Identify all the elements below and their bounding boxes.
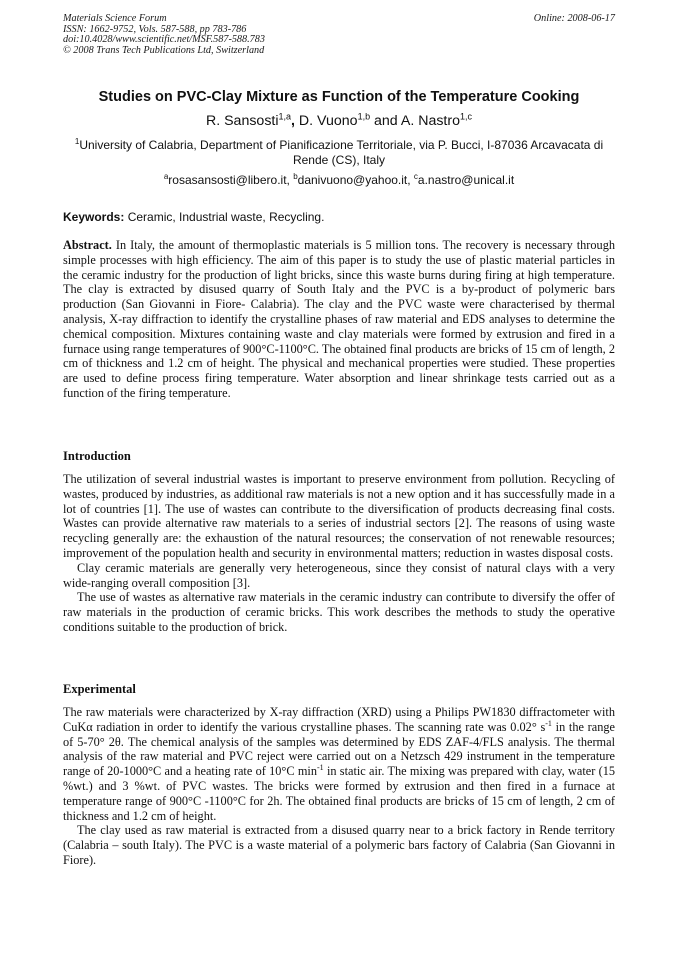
abstract-label: Abstract. — [63, 238, 112, 252]
email-link[interactable]: danivuono@yahoo.it, — [297, 173, 414, 187]
paragraph-text: in the range of 5-70° 2θ. The chemical analysis of the samples was determined by EDS ZAF-4/FLS analysis. The thermal analysis of the raw material and PVC reject were carried out on a Netzsch 429 instrument in the temperature range of 20-1000°C and a heating rate of 10°C min — [63, 719, 615, 779]
email-mark: c — [413, 172, 418, 181]
journal-issn: ISSN: 1662-9752, Vols. 587-588, pp 783-786 — [63, 23, 247, 35]
paragraph-text: in static air. The mixing was prepared with clay, water (15 %wt.) and 3 %wt. of PVC wastes. The bricks were formed by extrusion and then fired in a furnace at temperature range of 900°C -1100°C for 2h. The obtained final products are bricks of 15 cm of length, 2 cm of thickness and 1.2 cm of height. — [63, 764, 615, 823]
author-affiliation-mark: 1,b — [357, 111, 371, 122]
abstract-text: In Italy, the amount of thermoplastic materials is 5 million tons. The recovery is necessary through simple processes with high efficiency. The aim of this paper is to study the use of plastic material particles in the ceramic industry for the production of light bricks, since this waste burns during firing at high temperature. The clay is extracted by disused quarry of South Italy and the PVC is a by-product of polymeric bars production (San Giovanni in Fiore- Calabria). The clay and the PVC waste were characterised by thermal analysis, X-ray diffraction to identify the crystalline phases of raw material and EDS analyses to determine the chemical composition. Mixtures containing waste and clay materials were formed by extrusion and fired in a furnace using range temperatures of 900°C-1100°C. The obtained final products are bricks of 15 cm of length, 2 cm of thickness and 1.2 cm of height. The physical and mechanical properties were studied. These properties are used to define process firing temperature. Water absorption and linear shrinkage tests carried out as a function of the firing temperature. — [63, 238, 615, 400]
author-separator: and — [370, 113, 401, 129]
paragraph: The utilization of several industrial wastes is important to preserve environment from pollution. Recycling of wastes, produced by industries, as additional raw materials is not a new option and it has successfully made in a lot of countries [1]. The use of wastes can contribute to the diversification of products decreasing final costs. Wastes can provide alternative raw materials to a series of industrial sectors [2]. The reasons of using waste recycling generally are: the exhaustion of the natural resources; the conservation of not renewable resources; improvement of the population health and security in environmental matters; reduction in wastes disposal costs. — [63, 472, 615, 560]
journal-doi[interactable]: doi:10.4028/www.scientific.net/MSF.587-588.783 — [63, 34, 265, 46]
paragraph: Clay ceramic materials are generally very heterogeneous, since they consist of natural clays with a very wide-ranging overall composition [3]. — [63, 560, 615, 590]
keywords-label: Keywords: — [63, 210, 125, 224]
author-name: D. Vuono — [298, 113, 358, 129]
paragraph-text: The raw materials were characterized by X-ray diffraction (XRD) using a Philips PW1830 diffractometer with CuKα radiation in order to identify the various crystalline phases. The scanning rate was 0.02° s — [63, 705, 615, 734]
superscript: -1 — [316, 763, 324, 773]
author-affiliation-mark: 1,c — [460, 111, 473, 122]
section-heading-experimental: Experimental — [63, 682, 136, 696]
author-affiliation-mark: 1,a — [278, 111, 292, 122]
paragraph: The use of wastes as alternative raw materials in the ceramic industry can contribute to diversify the offer of raw materials in the production of ceramic bricks. This work describes the methods to study the operative conditions suitable to the production of brick. — [63, 590, 615, 634]
superscript: -1 — [545, 718, 552, 728]
email-link[interactable]: rosasansosti@libero.it, — [168, 173, 294, 187]
keywords — [63, 210, 324, 224]
abstract — [63, 238, 615, 401]
keywords-text: Ceramic, Industrial waste, Recycling. — [124, 210, 325, 224]
journal-copyright: © 2008 Trans Tech Publications Ltd, Switzerland — [63, 44, 265, 56]
paper-title: Studies on PVC-Clay Mixture as Function of the Temperature Cooking — [98, 89, 580, 105]
email-mark: b — [293, 172, 298, 181]
introduction-body — [63, 472, 615, 635]
email-link[interactable]: a.nastro@unical.it — [417, 173, 515, 187]
author-name: R. Sansosti — [205, 113, 279, 129]
paragraph: The clay used as raw material is extracted from a disused quarry near to a brick factory in Rende territory (Calabria – south Italy). The PVC is a waste material of a polymeric bars factory of Calabria (San Giovanni in Fiore). — [63, 823, 615, 867]
experimental-body — [63, 705, 615, 868]
author-name: A. Nastro — [400, 113, 460, 129]
email-mark: a — [163, 172, 169, 181]
affiliation-mark: 1 — [74, 137, 80, 146]
author-list — [40, 113, 638, 129]
affiliation-text: University of Calabria, Department of Pianificazione Territoriale, via P. Bucci, I-87036 Arcavacata di Rende (CS), Italy — [79, 138, 604, 167]
paragraph — [63, 705, 615, 823]
author-separator: , — [291, 113, 299, 129]
journal-info — [63, 14, 265, 56]
journal-name: Materials Science Forum — [63, 13, 167, 24]
affiliation — [63, 138, 615, 167]
author-emails — [40, 173, 638, 187]
section-heading-introduction: Introduction — [63, 449, 131, 463]
online-date: Online: 2008-06-17 — [533, 13, 615, 24]
